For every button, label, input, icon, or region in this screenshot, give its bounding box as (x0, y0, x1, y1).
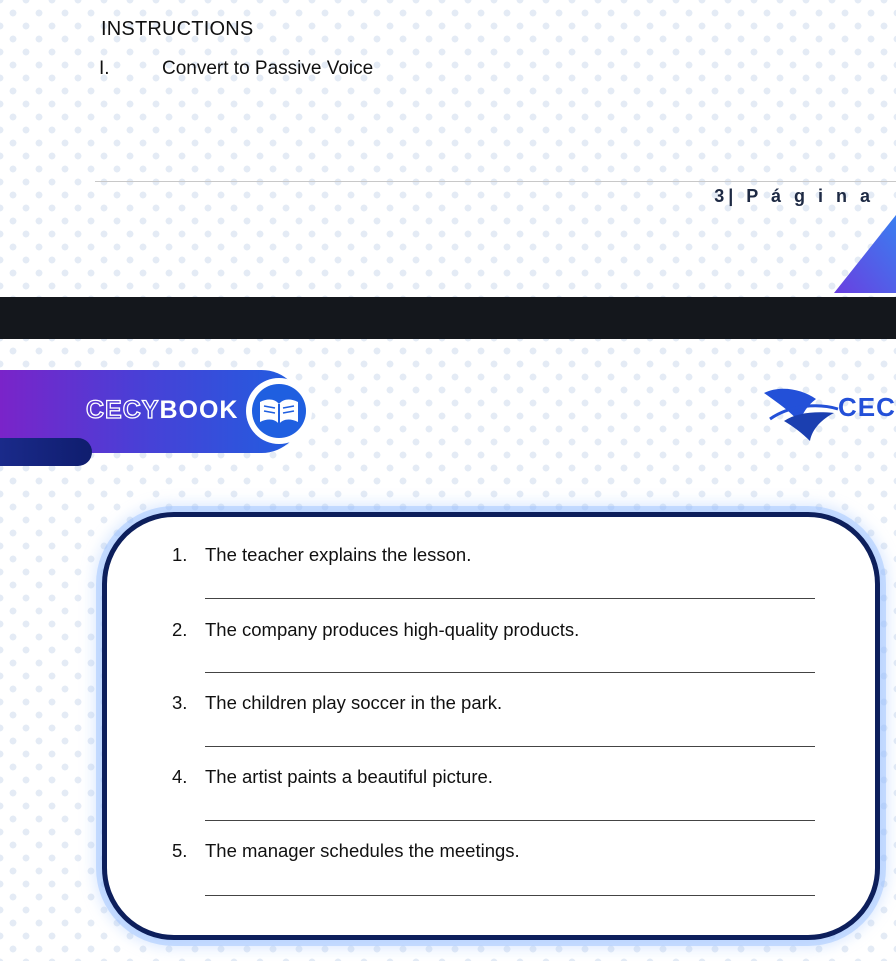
corner-triangle-decoration (820, 215, 896, 293)
exercise-item-4 (172, 766, 493, 788)
answer-line-4[interactable] (205, 820, 815, 821)
page-number-value: 3 (714, 186, 725, 206)
exercise-number: 3. (172, 692, 188, 713)
answer-line-5[interactable] (205, 895, 815, 896)
exercise-sentence: The teacher explains the lesson. (205, 544, 472, 565)
exercise-item-2 (172, 619, 579, 641)
exercise-number: 2. (172, 619, 188, 640)
exercise-sentence: The company produces high-quality products. (205, 619, 580, 640)
exercise-item-3 (172, 692, 502, 714)
banner-accent-strip (0, 438, 92, 466)
exercise-item-5 (172, 840, 520, 862)
instruction-text: Convert to Passive Voice (162, 58, 374, 79)
section-numeral: I. (99, 58, 110, 79)
page-number (714, 186, 874, 207)
exercise-number: 5. (172, 840, 188, 861)
cecy-logo-text: CEC (838, 392, 896, 422)
exercise-sentence: The manager schedules the meetings. (205, 840, 520, 861)
brand-name-bold: BOOK (159, 396, 239, 424)
brand-name (86, 396, 238, 425)
exercise-sentence: The artist paints a beautiful picture. (205, 766, 493, 787)
dark-header-band (0, 297, 896, 339)
page-label-text: | P á g i n a (728, 186, 874, 206)
instructions-heading: INSTRUCTIONS (101, 18, 254, 40)
exercise-box (102, 512, 880, 940)
header-rule (95, 181, 896, 182)
exercise-item-1 (172, 544, 471, 566)
exercise-sentence: The children play soccer in the park. (205, 692, 503, 713)
answer-line-2[interactable] (205, 672, 815, 673)
answer-line-3[interactable] (205, 746, 815, 747)
exercise-number: 1. (172, 544, 188, 565)
exercise-number: 4. (172, 766, 188, 787)
brand-name-outline: CECY (86, 396, 160, 424)
answer-line-1[interactable] (205, 598, 815, 599)
open-book-icon (246, 378, 312, 444)
